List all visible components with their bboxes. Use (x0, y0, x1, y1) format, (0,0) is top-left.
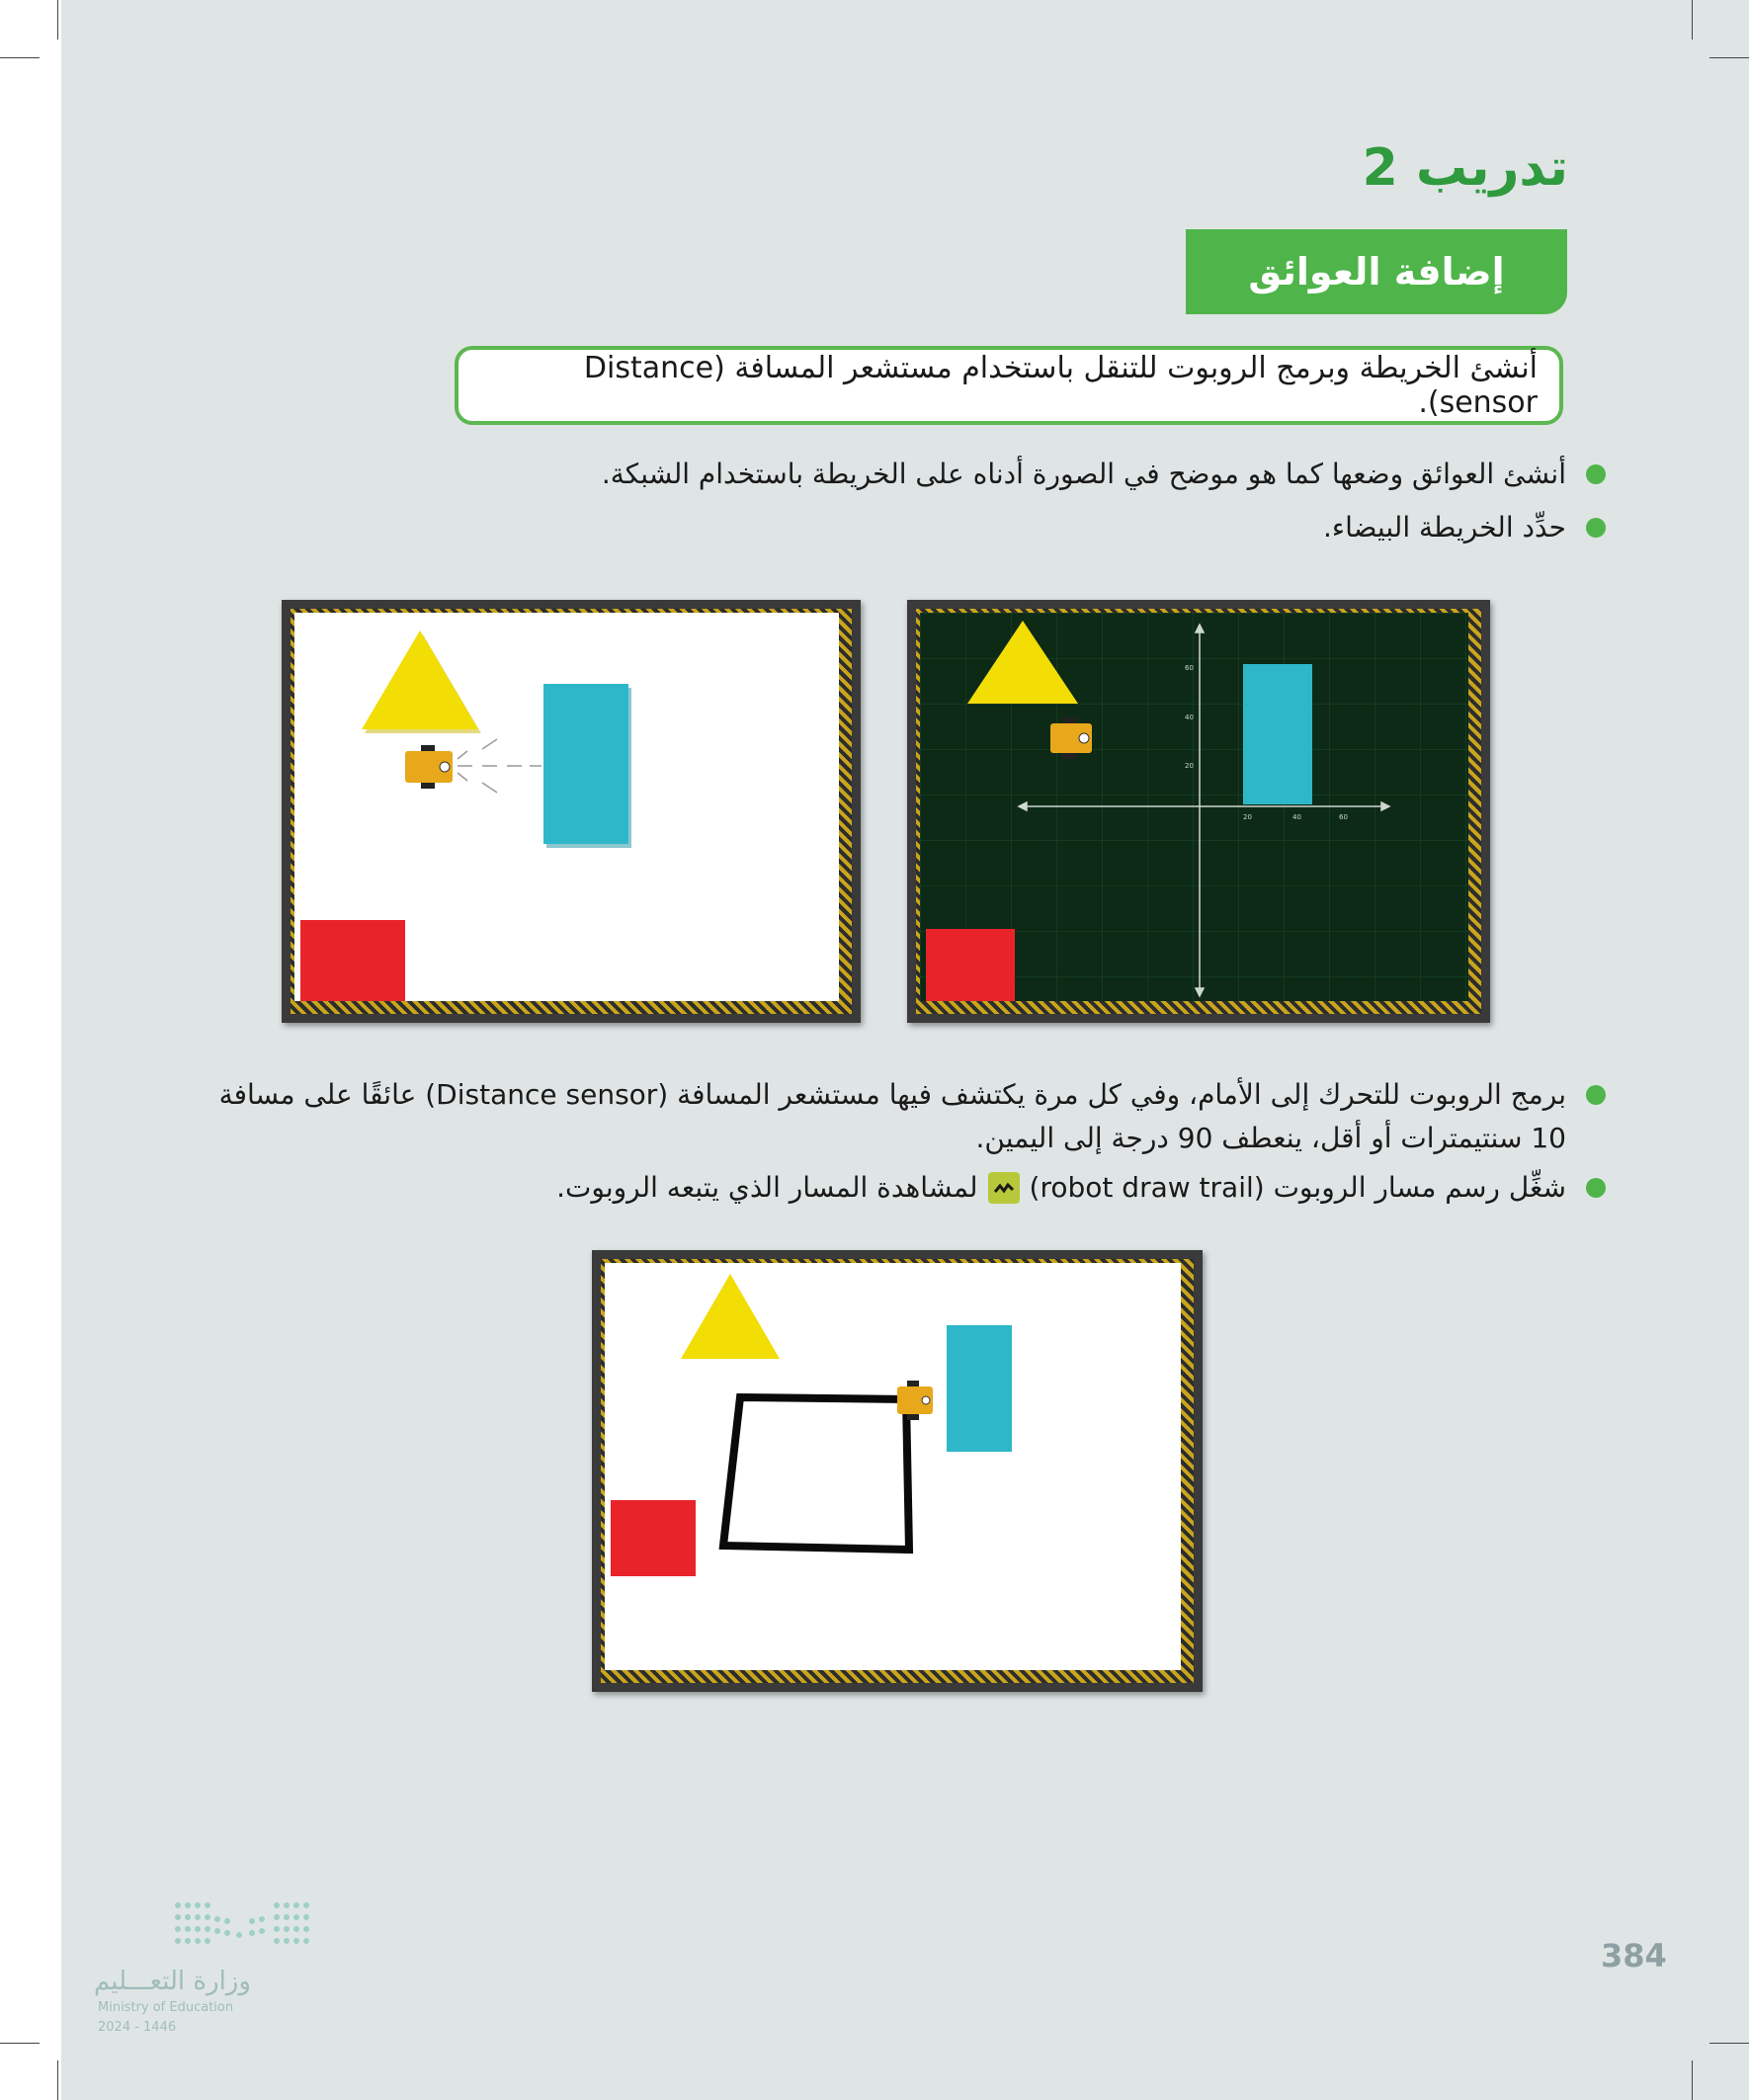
bullet-text: برمج الروبوت للتحرك إلى الأمام، وفي كل مرة يكتشف فيها مستشعر المسافة (Distance sensor) عائقًا على مسافة (218, 1078, 1566, 1111)
ministry-name-ar: وزارة التعـــليم (94, 1967, 251, 1996)
task-text: أنشئ الخريطة وبرمج الروبوت للتنقل باستخدام مستشعر المسافة (Distance sensor). (583, 351, 1538, 420)
red-square-obstacle (611, 1500, 696, 1576)
bullet-icon (1586, 518, 1606, 538)
x-tick-label: 60 (1339, 813, 1348, 821)
section-banner (1186, 229, 1567, 314)
task-box (455, 346, 1563, 425)
bullet-icon (1586, 1085, 1606, 1105)
robot (897, 1381, 933, 1420)
bullet-text: شغِّل رسم مسار الروبوت (robot draw trail) (1029, 1171, 1566, 1204)
crop-mark (1709, 2043, 1749, 2044)
ministry-name-en: Ministry of Education (98, 2000, 234, 2015)
x-tick-label: 40 (1292, 813, 1301, 821)
bullet-text: أنشئ العوائق وضعها كما هو موضح في الصورة أدناه على الخريطة باستخدام الشبكة. (601, 458, 1566, 490)
crop-mark (1692, 0, 1693, 40)
blue-rectangle-obstacle (1243, 664, 1312, 804)
robot (405, 745, 453, 789)
crop-mark (0, 57, 40, 58)
draw-trail-icon (988, 1172, 1020, 1204)
grid-map-image (907, 600, 1490, 1023)
page-number: 384 (1601, 1937, 1667, 1974)
section-banner-label: إضافة العوائق (1248, 250, 1505, 294)
crop-mark (1709, 57, 1749, 58)
x-tick-label: 20 (1243, 813, 1252, 821)
y-tick-label: 40 (1185, 714, 1194, 721)
crop-mark (0, 2043, 40, 2044)
crop-mark (1692, 2060, 1693, 2100)
bullet-icon (1586, 464, 1606, 484)
page-background (61, 0, 1749, 2100)
exercise-title: تدريب 2 (1362, 138, 1568, 198)
bullet-text-end: لمشاهدة المسار الذي يتبعه الروبوت. (556, 1171, 978, 1204)
robot (1050, 717, 1092, 759)
ministry-year: 2024 - 1446 (98, 2020, 177, 2035)
bullet-item (1323, 506, 1566, 549)
crop-mark (57, 0, 58, 40)
red-square-obstacle (300, 920, 405, 1001)
bullet-icon (1586, 1178, 1606, 1198)
white-map-sensor-image (282, 600, 861, 1023)
red-square-obstacle (926, 929, 1015, 1001)
robot-trail-image (592, 1250, 1203, 1692)
y-tick-label: 60 (1185, 664, 1194, 672)
bullet-text: حدِّد الخريطة البيضاء. (1323, 511, 1566, 544)
y-tick-label: 20 (1185, 762, 1194, 770)
ministry-logo (94, 1897, 331, 2036)
blue-rectangle-obstacle (947, 1325, 1012, 1452)
crop-mark (57, 2060, 58, 2100)
ministry-dots-icon (94, 1897, 331, 1957)
bullet-item (556, 1166, 1566, 1210)
bullet-item (219, 1073, 1566, 1117)
bullet-item (602, 453, 1566, 496)
bullet-continuation: 10 سنتيمترات أو أقل، ينعطف 90 درجة إلى اليمين. (975, 1122, 1566, 1154)
blue-rectangle-obstacle (543, 684, 628, 844)
